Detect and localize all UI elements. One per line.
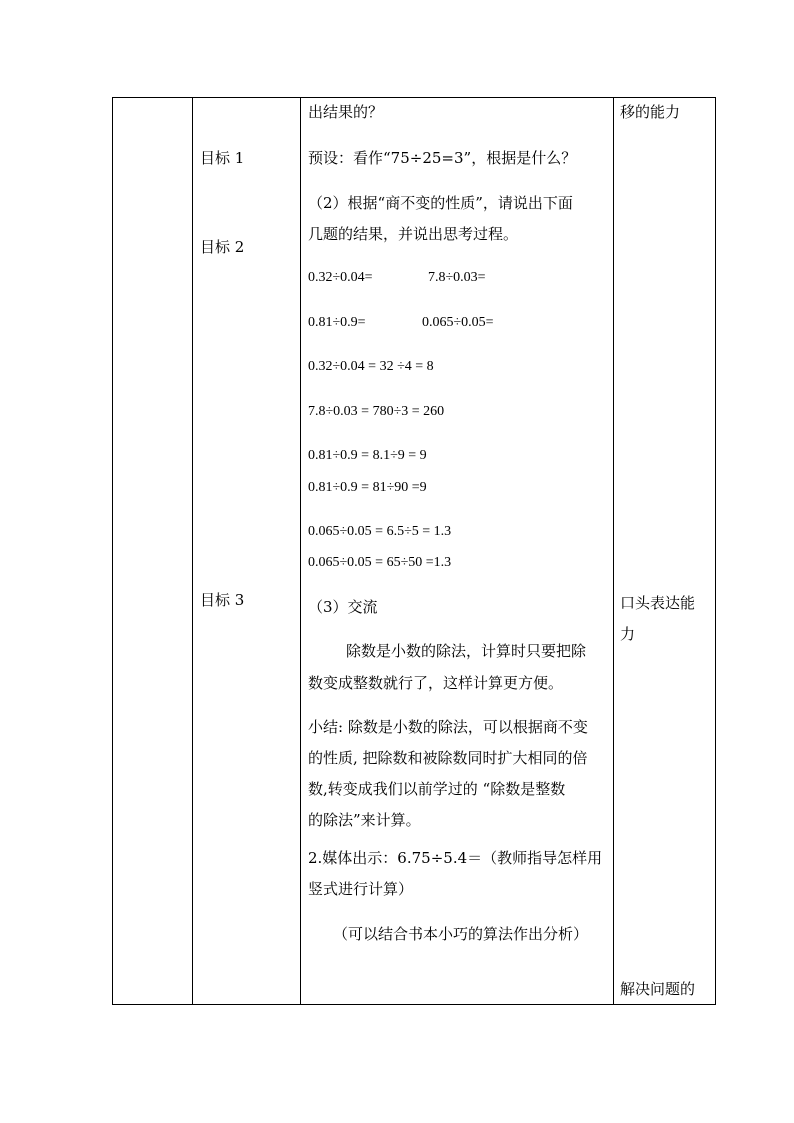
content-line: 2.媒体出示：6.75÷5.4＝（教师指导怎样用: [308, 849, 603, 867]
equation-exercise: 0.81÷0.9=: [308, 315, 366, 330]
equation-exercise: 7.8÷0.03=: [428, 270, 486, 285]
ability-note: 口头表达能: [620, 594, 696, 612]
equation-solution: 0.065÷0.05 = 65÷50 =1.3: [308, 555, 452, 570]
column-divider: [300, 98, 301, 1004]
equation-exercise: 0.065÷0.05=: [422, 315, 494, 330]
content-line: 数变成整数就行了，这样计算更方便。: [308, 674, 564, 692]
equation-solution: 0.81÷0.9 = 8.1÷9 = 9: [308, 448, 427, 463]
summary-line: 的除法”来计算。: [308, 811, 421, 829]
summary-line: 的性质, 把除数和被除数同时扩大相同的倍: [308, 749, 588, 767]
content-line: 除数是小数的除法，计算时只要把除: [346, 642, 587, 660]
goal-3-label: 目标 3: [200, 591, 245, 609]
equation-solution: 0.32÷0.04 = 32 ÷4 = 8: [308, 359, 434, 374]
goal-2-label: 目标 2: [200, 238, 245, 256]
summary-line: 数,转变成我们以前学过的 “除数是整数: [308, 780, 566, 798]
content-line: （2）根据“商不变的性质”，请说出下面: [308, 194, 573, 212]
content-line: 几题的结果，并说出思考过程。: [308, 225, 519, 243]
equation-solution: 0.065÷0.05 = 6.5÷5 = 1.3: [308, 524, 452, 539]
column-divider: [613, 98, 614, 1004]
column-divider: [192, 98, 193, 1004]
goal-1-label: 目标 1: [200, 149, 245, 167]
content-line: （可以结合书本小巧的算法作出分析）: [333, 925, 589, 943]
ability-note: 力: [620, 625, 636, 643]
content-line: 预设：看作“75÷25=3”，根据是什么？: [308, 149, 577, 167]
summary-line: 小结: 除数是小数的除法，可以根据商不变: [308, 718, 588, 736]
content-line: 出结果的？: [308, 103, 384, 121]
equation-exercise: 0.32÷0.04=: [308, 270, 373, 285]
ability-note: 解决问题的: [620, 980, 696, 998]
ability-note: 移的能力: [620, 103, 681, 121]
equation-solution: 0.81÷0.9 = 81÷90 =9: [308, 480, 427, 495]
equation-solution: 7.8÷0.03 = 780÷3 = 260: [308, 404, 445, 419]
content-line: 竖式进行计算）: [308, 880, 414, 898]
section-heading: （3）交流: [308, 598, 378, 616]
